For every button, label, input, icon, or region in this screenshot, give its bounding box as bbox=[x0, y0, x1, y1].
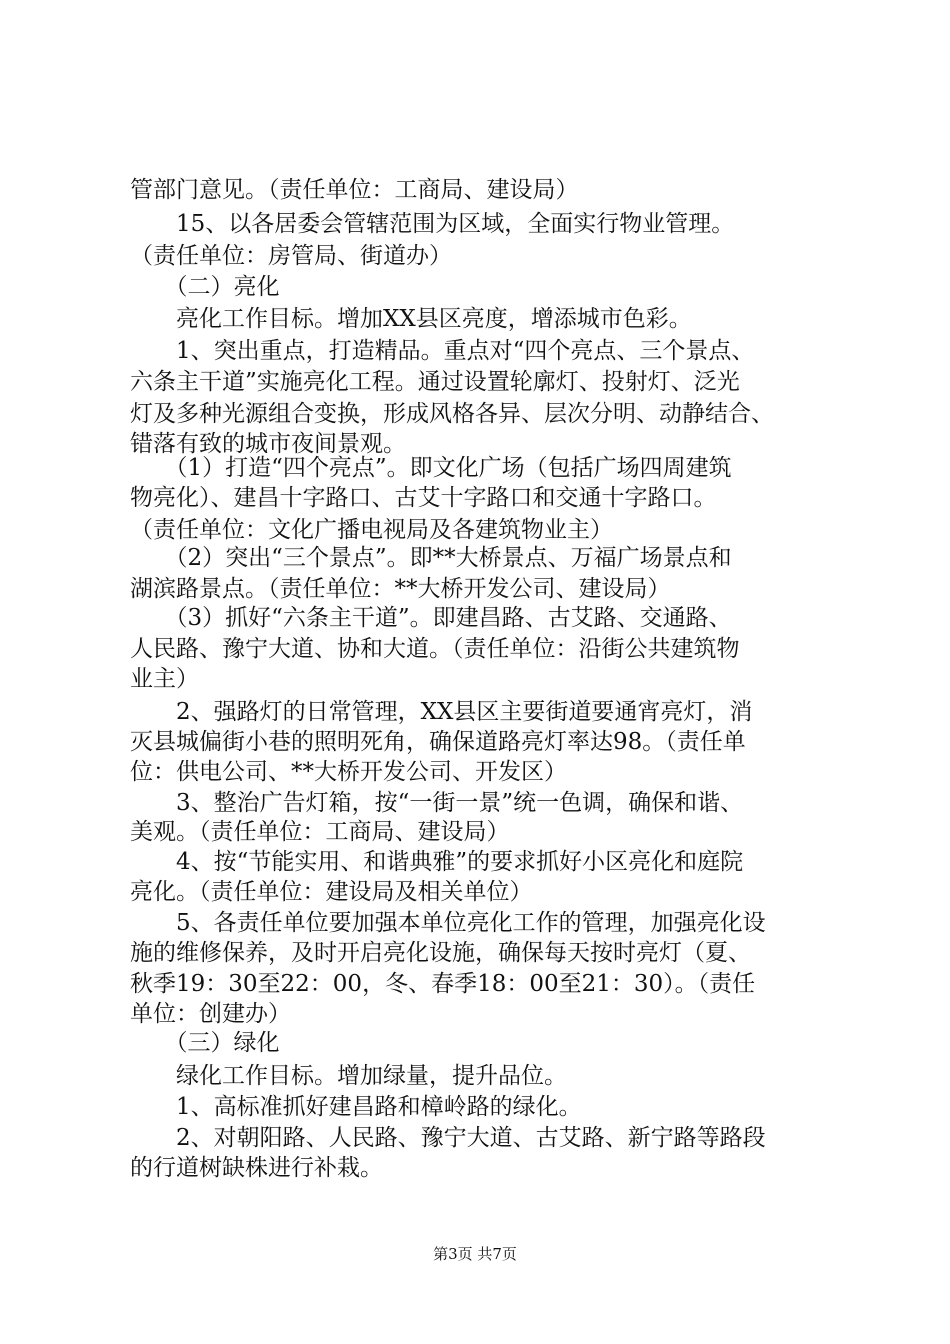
text-line: （1）打造“四个亮点”。即文化广场（包括广场四周建筑 bbox=[130, 455, 732, 481]
text-line: 绿化工作目标。增加绿量，提升品位。 bbox=[130, 1063, 567, 1089]
text-line: 人民路、豫宁大道、协和大道。（责任单位：沿街公共建筑物 bbox=[130, 636, 740, 662]
text-line: 物亮化）、建昌十字路口、古艾十字路口和交通十字路口。 bbox=[130, 485, 717, 511]
text-line: 亮化。（责任单位：建设局及相关单位） bbox=[130, 879, 533, 905]
text-line: 的行道树缺株进行补栽。 bbox=[130, 1155, 383, 1181]
text-line: 灯及多种光源组合变换，形成风格各异、层次分明、动静结合、 bbox=[130, 401, 774, 427]
text-line: 灭县城偏街小巷的照明死角，确保道路亮灯率达98。（责任单 bbox=[130, 729, 746, 755]
text-line: 湖滨路景点。（责任单位：**大桥开发公司、建设局） bbox=[130, 576, 671, 602]
text-line: （责任单位：房管局、街道办） bbox=[130, 243, 452, 269]
text-line: 1、高标准抓好建昌路和樟岭路的绿化。 bbox=[130, 1094, 582, 1120]
section-heading: （二）亮化 bbox=[130, 274, 280, 300]
text-line: 秋季19：30至22：00，冬、春季18：00至21：30）。（责任 bbox=[130, 971, 756, 997]
text-line: 4、按“节能实用、和谐典雅”的要求抓好小区亮化和庭院 bbox=[130, 849, 744, 875]
text-line: 5、各责任单位要加强本单位亮化工作的管理，加强亮化设 bbox=[130, 910, 766, 936]
text-line: 3、整治广告灯箱，按“一街一景”统一色调，确保和谐、 bbox=[130, 790, 744, 816]
text-line: 2、对朝阳路、人民路、豫宁大道、古艾路、新宁路等路段 bbox=[130, 1125, 766, 1151]
text-line: 2、强路灯的日常管理，XX县区主要街道要通宵亮灯，消 bbox=[130, 699, 753, 725]
text-line: 错落有致的城市夜间景观。 bbox=[130, 431, 406, 457]
text-line: 施的维修保养，及时开启亮化设施，确保每天按时亮灯（夏、 bbox=[130, 940, 751, 966]
text-line: 15、以各居委会管辖范围为区域，全面实行物业管理。 bbox=[130, 211, 735, 237]
text-line: （2）突出“三个景点”。即**大桥景点、万福广场景点和 bbox=[130, 545, 732, 571]
text-line: 管部门意见。（责任单位：工商局、建设局） bbox=[130, 177, 579, 203]
page-number-footer: 第3页 共7页 bbox=[433, 1245, 517, 1263]
text-line: （责任单位：文化广播电视局及各建筑物业主） bbox=[130, 517, 613, 543]
text-line: 1、突出重点，打造精品。重点对“四个亮点、三个景点、 bbox=[130, 338, 755, 364]
text-line: 单位：创建办） bbox=[130, 1001, 291, 1027]
text-line: （3）抓好“六条主干道”。即建昌路、古艾路、交通路、 bbox=[130, 605, 732, 631]
text-line: 位：供电公司、**大桥开发公司、开发区） bbox=[130, 759, 567, 785]
text-line: 业主） bbox=[130, 666, 199, 692]
text-line: 亮化工作目标。增加XX县区亮度，增添城市色彩。 bbox=[130, 306, 692, 332]
text-line: 六条主干道”实施亮化工程。通过设置轮廓灯、投射灯、泛光 bbox=[130, 369, 740, 395]
text-line: 美观。（责任单位：工商局、建设局） bbox=[130, 819, 510, 845]
section-heading: （三）绿化 bbox=[130, 1030, 280, 1056]
